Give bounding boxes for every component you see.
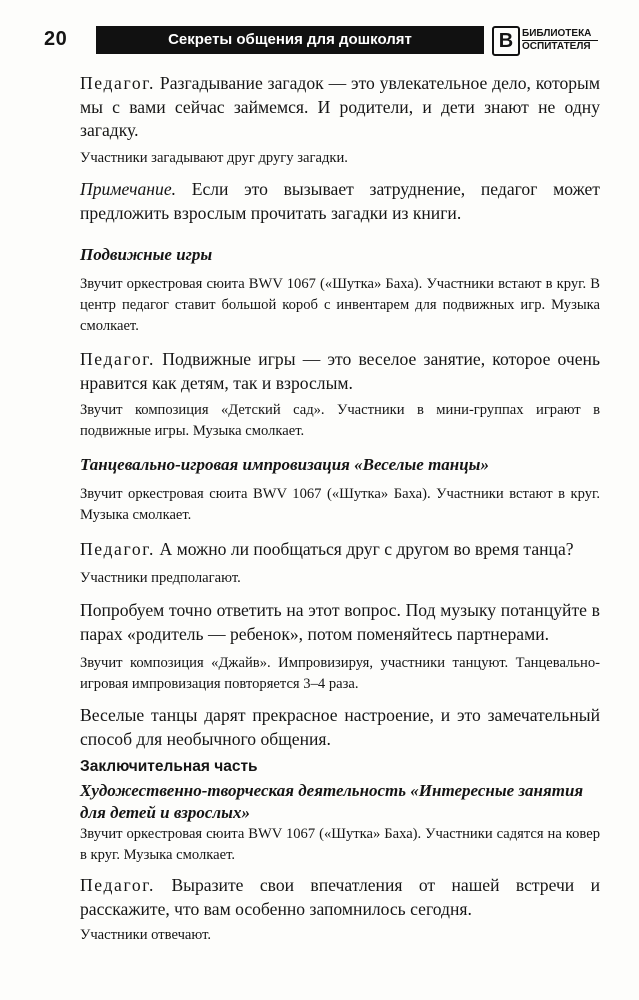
running-header [44, 26, 596, 56]
paragraph-note [80, 178, 600, 225]
section-heading-final-part: Заключительная часть [80, 758, 258, 775]
paragraph-text: Выразите свои впечатления от нашей встречи и расскажите, что вам особенно запомнилось сегодня. [80, 875, 600, 919]
stage-direction-suite-carpet: Звучит оркестровая сюита BWV 1067 («Шутка» Баха). Участники садятся на ковер в круг. Музыка смолкает. [80, 826, 600, 863]
speaker-label: Педагог. [80, 539, 156, 559]
running-title: Секреты общения для дошколят [96, 26, 484, 54]
speaker-label: Педагог. [80, 349, 156, 369]
series-name-line1: БИБЛИОТЕКА [522, 28, 592, 39]
stage-direction-kindergarten: Звучит композиция «Детский сад». Участники в мини-группах играют в подвижные игры. Музыка смолкает. [80, 402, 600, 439]
series-name [522, 28, 598, 53]
stage-direction-answers: Участники отвечают. [80, 927, 212, 943]
section-heading-dance: Танцевально-игровая импровизация «Веселые танцы» [80, 455, 489, 474]
stage-direction-guess: Участники предполагают. [80, 570, 241, 586]
page-number: 20 [44, 28, 68, 50]
speaker-label: Педагог. [80, 73, 156, 93]
paragraph-teacher-question [80, 538, 600, 562]
note-label: Примечание. [80, 179, 177, 199]
stage-direction-jive: Звучит композиция «Джайв». Импровизируя, участники танцуют. Танцевально-игровая импровизация повторяется 3–4 раза. [80, 655, 600, 692]
stage-direction-riddles: Участники загадывают друг другу загадки. [80, 150, 348, 166]
paragraph-teacher-impressions [80, 874, 600, 921]
section-heading-active-games: Подвижные игры [80, 245, 213, 264]
paragraph-teacher-riddles [80, 72, 600, 143]
stage-direction-suite-dance: Звучит оркестровая сюита BWV 1067 («Шутка» Баха). Участники встают в круг. Музыка смолкает. [80, 486, 600, 523]
paragraph-text: Если это вызывает затруднение, педагог может предложить взрослым прочитать загадки из книги. [80, 179, 600, 223]
paragraph-teacher-active-games [80, 348, 600, 395]
paragraph-dance-pairs: Попробуем точно ответить на этот вопрос. Под музыку потанцуйте в парах «родитель — ребенок», потом поменяйтесь партнерами. [80, 600, 600, 644]
section-heading-creative-activity: Художественно-творческая деятельность «Интересные занятия для детей и взрослых» [80, 781, 584, 822]
series-logo-letter: B [492, 26, 520, 56]
series-name-line2: ОСПИТАТЕЛЯ [522, 40, 598, 53]
stage-direction-suite-circle: Звучит оркестровая сюита BWV 1067 («Шутка» Баха). Участники встают в круг. В центр педагог ставит большой короб с инвентарем для подвижных игр. Музыка смолкает. [80, 276, 600, 334]
paragraph-text: Подвижные игры — это веселое занятие, которое очень нравится как детям, так и взрослым. [80, 349, 600, 393]
paragraph-merry-dances: Веселые танцы дарят прекрасное настроение, и это замечательный способ для необычного общения. [80, 705, 600, 749]
paragraph-text: А можно ли пообщаться друг с другом во время танца? [155, 539, 574, 559]
speaker-label: Педагог. [80, 875, 156, 895]
paragraph-text: Разгадывание загадок — это увлекательное дело, которым мы с вами сейчас займемся. И родители, и дети знают не одну загадку. [80, 73, 600, 140]
